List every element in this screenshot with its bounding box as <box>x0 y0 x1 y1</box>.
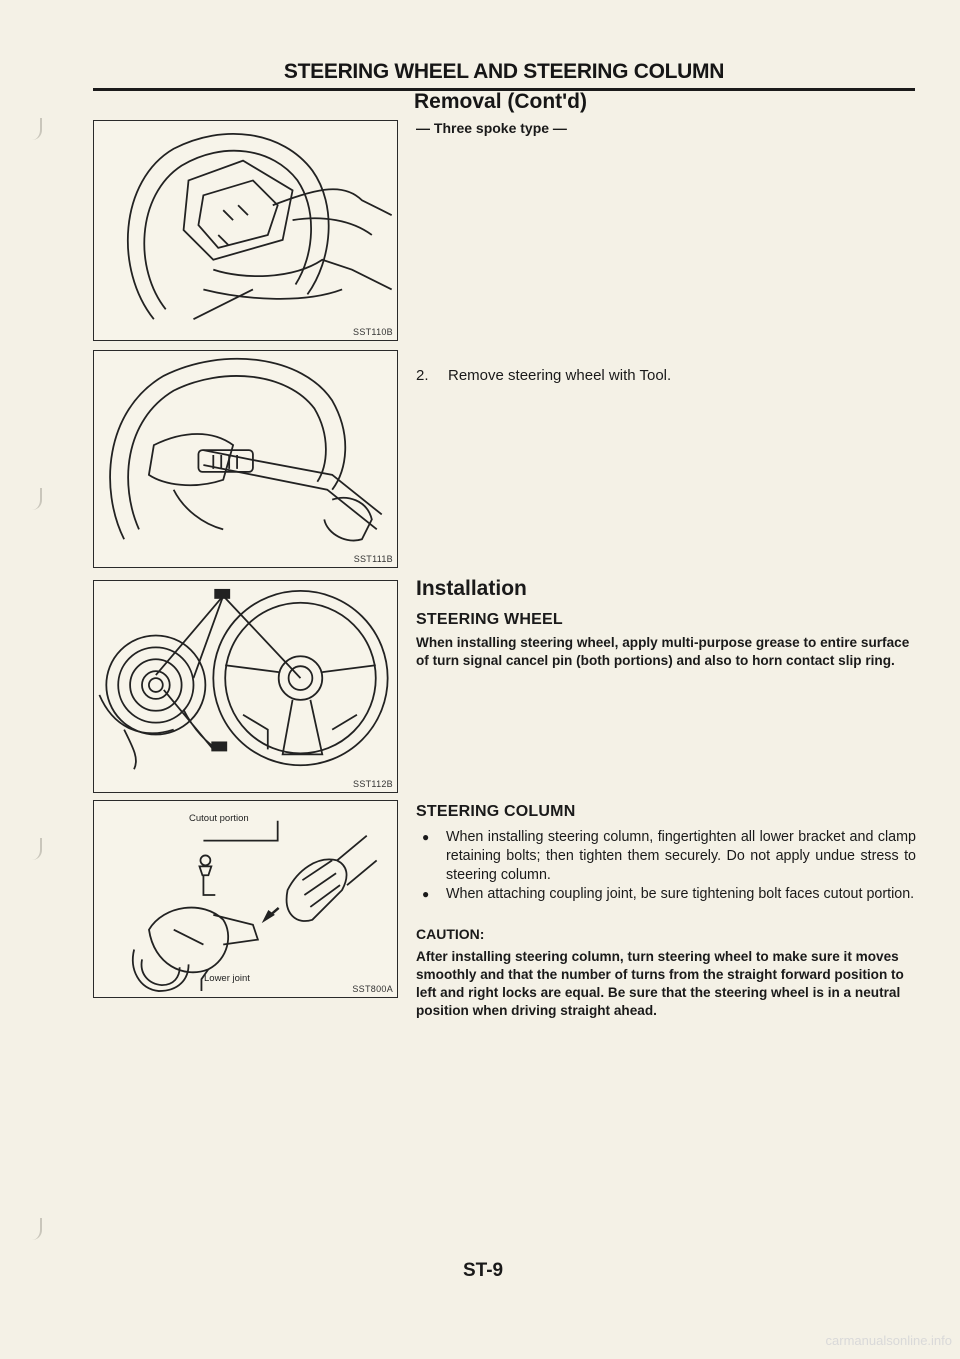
figure-coupling-joint <box>93 800 398 998</box>
figure-code: SST800A <box>352 984 393 994</box>
subheading-steering-wheel: STEERING WHEEL <box>416 611 563 628</box>
list-item <box>416 828 916 885</box>
page-number: ST-9 <box>463 1260 504 1281</box>
spoke-type-label: — Three spoke type — <box>416 120 567 136</box>
step-2 <box>416 367 671 384</box>
bullet-dot: ● <box>422 830 430 844</box>
binder-hole <box>22 1218 42 1240</box>
grease-points-illustration <box>94 581 397 792</box>
section-title-removal: Removal (Cont'd) <box>414 90 587 113</box>
bullet-dot: ● <box>422 887 430 901</box>
caution-label: CAUTION: <box>416 926 485 942</box>
steering-column-bullets <box>416 828 916 904</box>
figure-remove-airbag <box>93 120 398 341</box>
section-title-installation: Installation <box>416 577 527 600</box>
list-item <box>416 885 916 904</box>
step-text: Remove steering wheel with Tool. <box>448 367 672 384</box>
page-header <box>93 60 915 84</box>
figure-code: SST112B <box>353 779 393 789</box>
watermark: carmanualsonline.info <box>825 1333 952 1348</box>
bullet-text: When installing steering column, fingertighten all lower bracket and clamp retaining bolts; then tighten them securely. Do not apply undue stress to steering column. <box>446 829 916 883</box>
figure-code: SST111B <box>353 554 393 564</box>
coupling-joint-illustration <box>94 801 397 997</box>
binder-hole <box>22 118 42 140</box>
figure-code: SST110B <box>353 327 393 337</box>
label-lower-joint: Lower joint <box>204 973 250 984</box>
steering-wheel-puller-illustration <box>94 351 397 567</box>
binder-hole <box>22 838 42 860</box>
steering-wheel-airbag-illustration <box>94 121 397 340</box>
step-number: 2. <box>416 367 429 384</box>
label-cutout-portion: Cutout portion <box>189 813 249 824</box>
subheading-steering-column: STEERING COLUMN <box>416 803 576 820</box>
binder-hole <box>22 488 42 510</box>
figure-grease-points <box>93 580 398 793</box>
bullet-text: When attaching coupling joint, be sure tightening bolt faces cutout portion. <box>446 886 915 902</box>
header-title: STEERING WHEEL AND STEERING COLUMN <box>283 60 725 83</box>
steering-wheel-instruction: When installing steering wheel, apply multi-purpose grease to entire surface of turn signal cancel pin (both portions) and also to horn contact slip ring. <box>416 635 910 668</box>
figure-remove-wheel-tool <box>93 350 398 568</box>
caution-text: After installing steering column, turn steering wheel to make sure it moves smoothly and that the number of turns from the straight forward position to left and right locks are equal. Be sure that the steering wheel is in a neutral position when driving straight ahead. <box>416 949 904 1018</box>
